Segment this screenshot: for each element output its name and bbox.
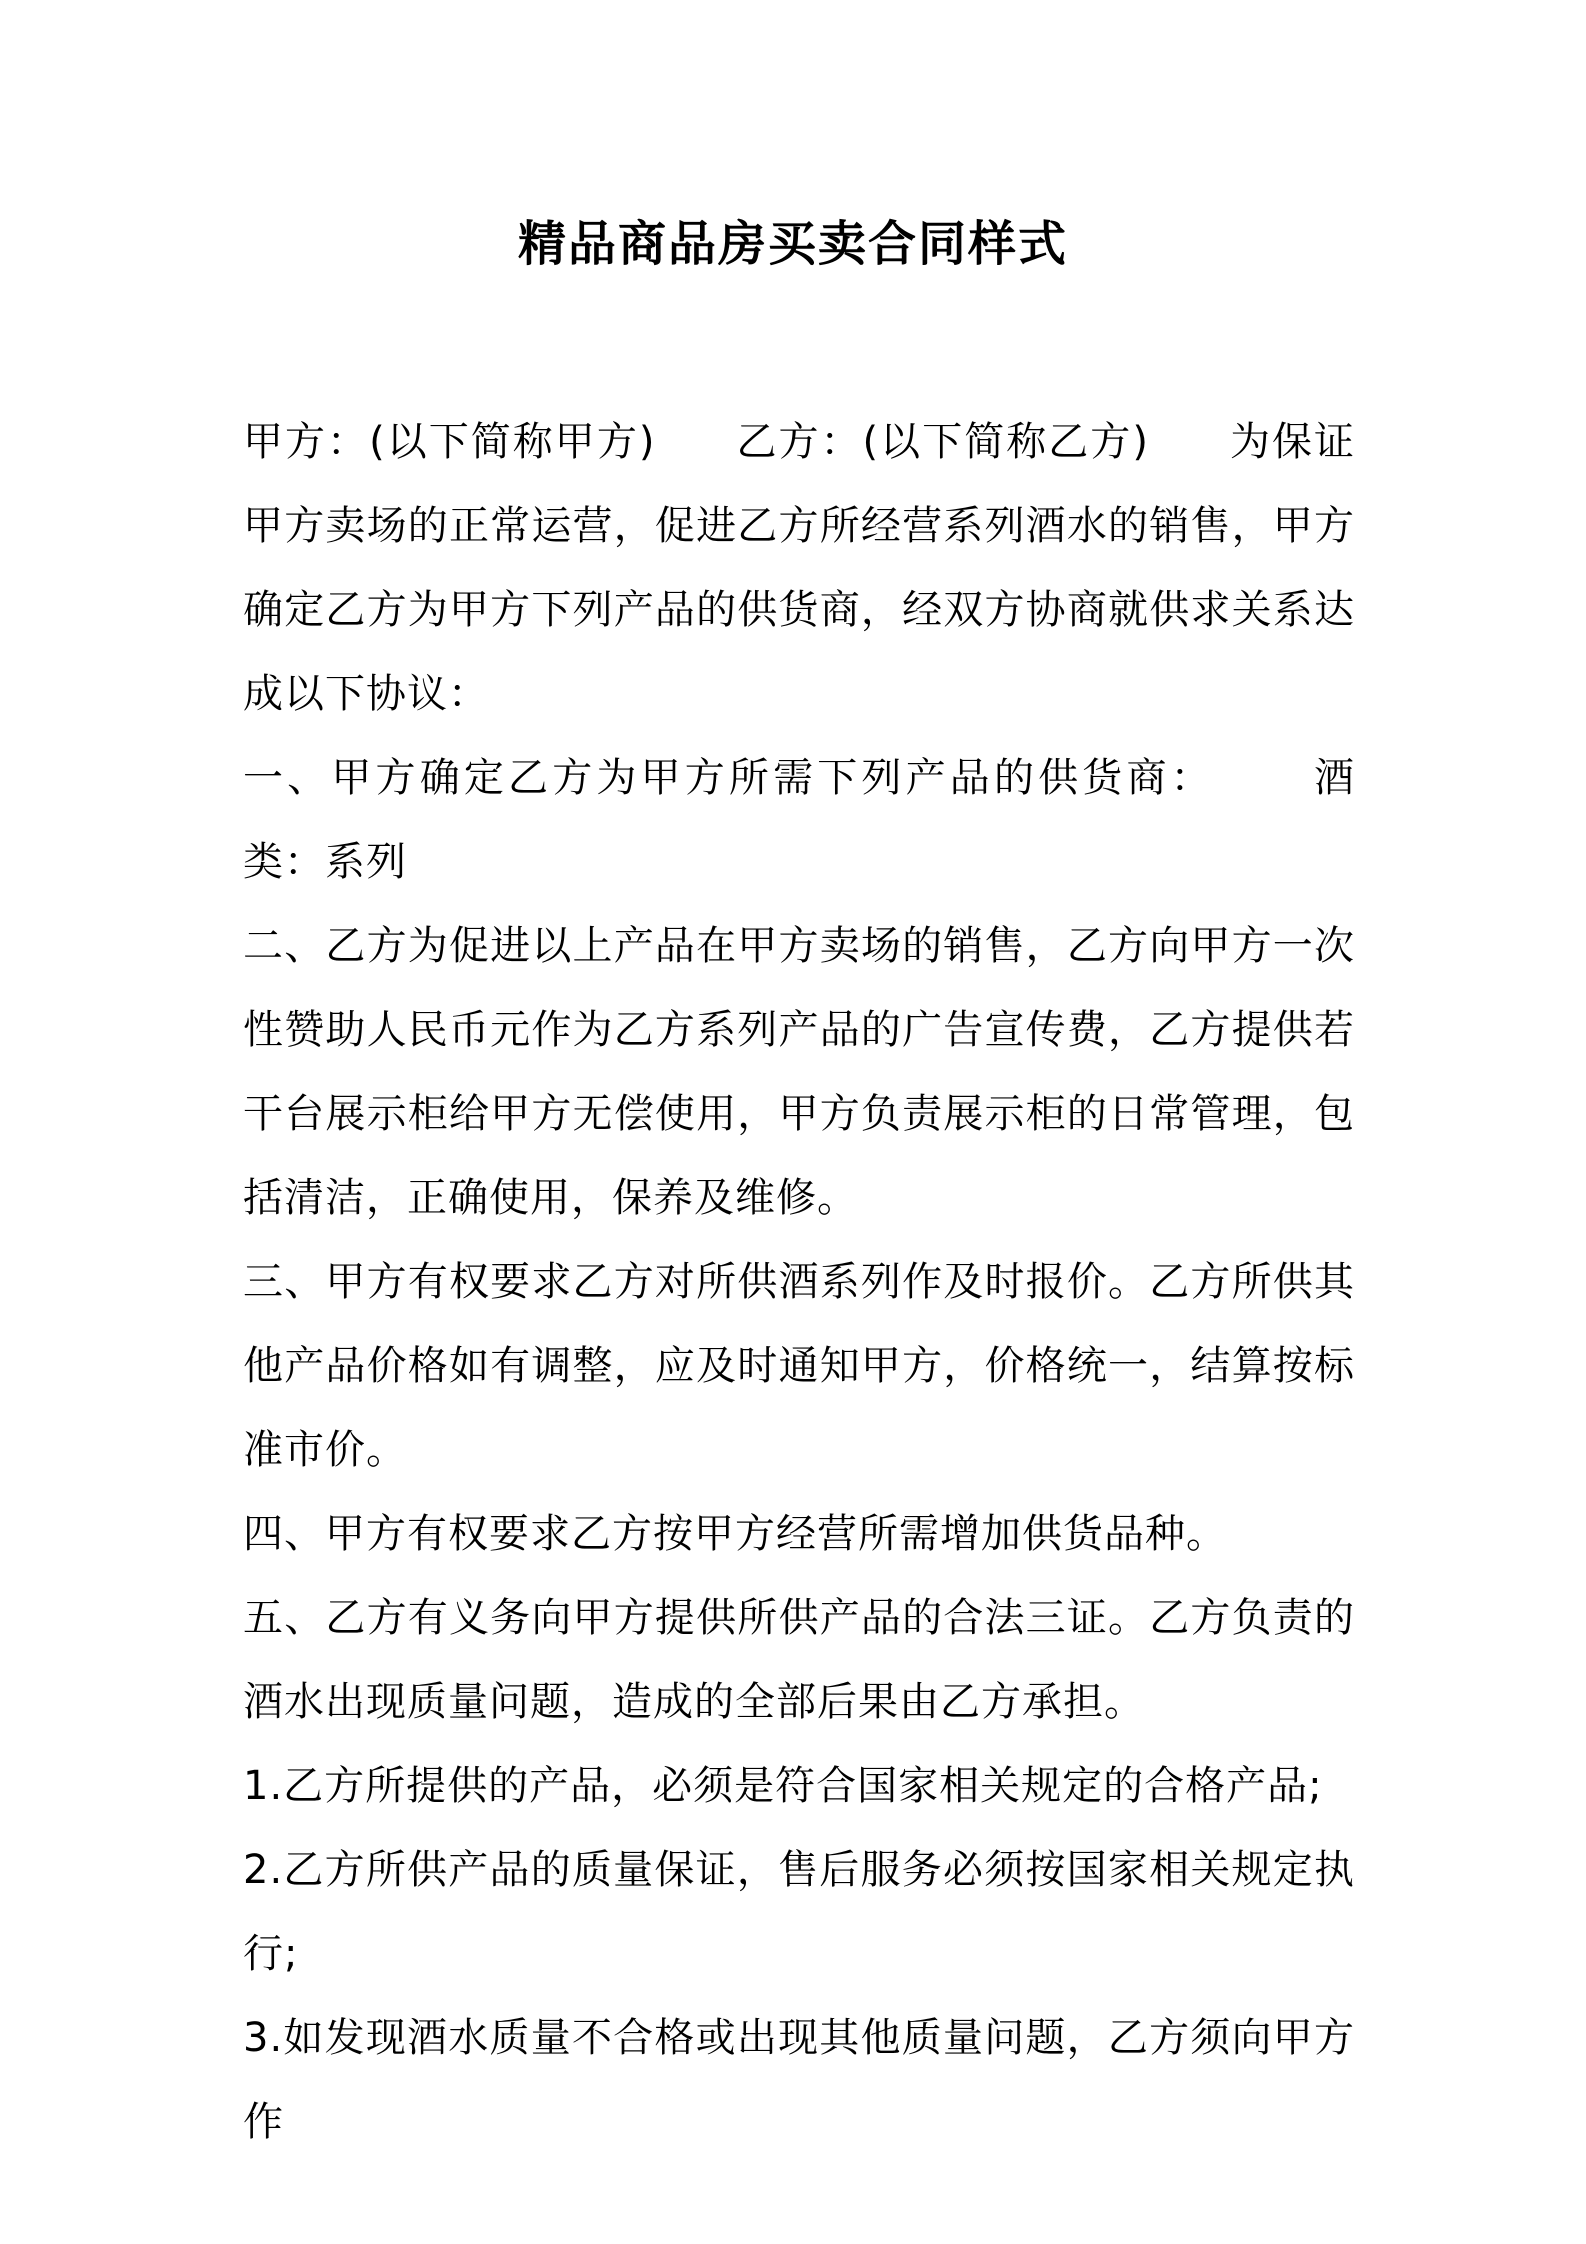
clause-5: 五、乙方有义务向甲方提供所供产品的合法三证。乙方负责的酒水出现质量问题，造成的全部后果由乙方承担。 (243, 1595, 1355, 1725)
clause-1-text: 一、甲方确定乙方为甲方所需下列产品的供货商： (243, 755, 1215, 801)
document-body (243, 400, 1355, 2164)
list-item-1: 1.乙方所提供的产品，必须是符合国家相关规定的合格产品; (243, 1763, 1323, 1809)
list-item-3: 3.如发现酒水质量不合格或出现其他质量问题，乙方须向甲方作 (243, 2015, 1355, 2145)
intro-text: 为保证甲方卖场的正常运营，促进乙方所经营系列酒水的销售，甲方确定乙方为甲方下列产品的供货商，经双方协商就供求关系达成以下协议： (243, 419, 1355, 717)
clause-3: 三、甲方有权要求乙方对所供酒系列作及时报价。乙方所供其他产品价格如有调整，应及时通知甲方，价格统一，结算按标准市价。 (243, 1259, 1355, 1473)
clause-2: 二、乙方为促进以上产品在甲方卖场的销售，乙方向甲方一次性赞助人民币元作为乙方系列产品的广告宣传费，乙方提供若干台展示柜给甲方无偿使用，甲方负责展示柜的日常管理，包括清洁，正确使用，保养及维修。 (243, 923, 1355, 1221)
list-item-2: 2.乙方所供产品的质量保证，售后服务必须按国家相关规定执行; (243, 1847, 1355, 1977)
party-a-label: 甲方：(以下简称甲方) (243, 419, 656, 465)
intro-paragraph (243, 400, 1355, 736)
clause-4: 四、甲方有权要求乙方按甲方经营所需增加供货品种。 (243, 1511, 1227, 1557)
party-b-label: 乙方：(以下简称乙方) (735, 419, 1149, 465)
clause-1 (243, 736, 1355, 904)
clause-1-product: 酒类：系列 (243, 755, 1356, 885)
document-title: 精品商品房买卖合同样式 (517, 216, 1068, 272)
